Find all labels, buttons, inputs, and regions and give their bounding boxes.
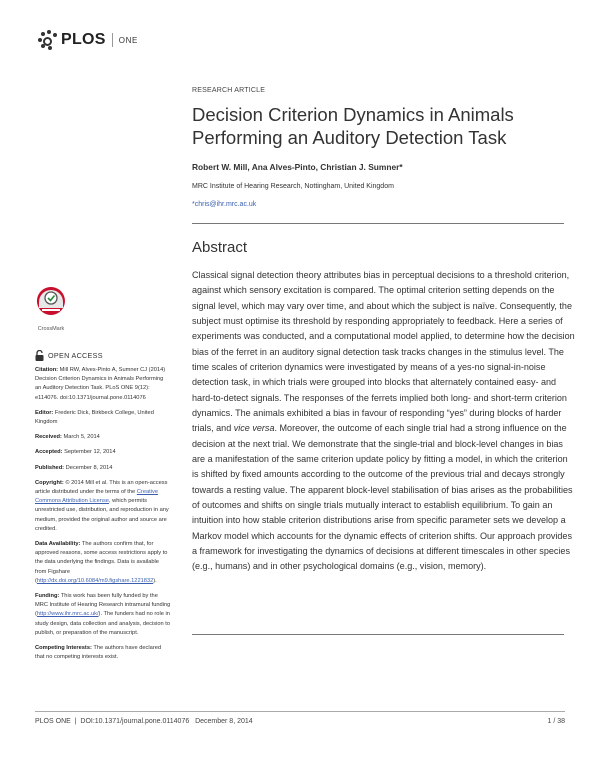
funding-label: Funding: [35, 593, 60, 600]
page-number: 1 / 38 [547, 718, 565, 725]
abstract-body [192, 268, 576, 575]
data-availability-end: ). [153, 577, 157, 584]
copyright-label: Copyright: [35, 479, 64, 486]
received-date: March 5, 2014 [63, 434, 100, 441]
published-block [35, 464, 171, 473]
article-type: RESEARCH ARTICLE [192, 87, 266, 94]
competing-interests-text: The authors have declared that no competing interests exist. [35, 645, 162, 661]
affiliation: MRC Institute of Hearing Research, Nottingham, United Kingdom [192, 183, 394, 190]
copyright-block [35, 479, 171, 534]
citation-text: Mill RW, Alves-Pinto A, Sumner CJ (2014) Decision Criterion Dynamics in Animals Performing an Auditory Detection Task. PLoS ONE 9(12): e114076. doi:10.1371/journal.pone.0114076 [35, 367, 166, 401]
published-label: Published: [35, 464, 65, 471]
accepted-block [35, 448, 171, 457]
abstract-heading: Abstract [192, 239, 248, 256]
citation-label: Citation: [35, 367, 59, 373]
journal-name: ONE [118, 35, 138, 45]
crossmark-icon [36, 286, 66, 320]
data-availability-block [35, 540, 171, 586]
editor-text: Frederic Dick, Birkbeck College, United Kingdom [35, 409, 154, 426]
competing-interests-block [35, 644, 171, 662]
copyright-text-end: , which permits unrestricted use, distribution, and reproduction in any medium, provided the original author and source are credited. [35, 498, 169, 532]
received-label: Received: [35, 434, 62, 441]
article-title: Decision Criterion Dynamics in Animals Performing an Auditory Detection Task [192, 104, 514, 148]
plos-brand: PLOS [61, 31, 106, 48]
open-access-badge [35, 350, 103, 361]
plos-logo [38, 30, 138, 50]
data-availability-text: The authors confirm that, for approved reasons, some access restrictions apply to the data underlying the findings. Data is available from Figshare ( [35, 541, 168, 584]
editor-label: Editor: [35, 409, 54, 416]
logo-divider [112, 33, 113, 47]
funding-link[interactable]: http://www.ihr.mrc.ac.uk/ [36, 611, 99, 618]
open-access-label: OPEN ACCESS [48, 351, 103, 360]
crossmark-badge[interactable] [35, 286, 67, 330]
crossmark-label: CrossMark [37, 326, 65, 332]
divider-bottom [192, 634, 564, 635]
accepted-date: September 12, 2014 [64, 449, 116, 456]
editor-block [35, 409, 171, 427]
footer-divider [35, 711, 565, 712]
abstract-italic: vice versa [233, 423, 275, 434]
accepted-label: Accepted: [35, 449, 63, 456]
license-link[interactable]: Creative Commons Attribution License [35, 489, 158, 505]
author-list: Robert W. Mill, Ana Alves-Pinto, Christian J. Sumner* [192, 162, 403, 172]
plos-dots-icon [38, 30, 58, 50]
citation-block [35, 366, 171, 403]
funding-text-end: ). The funders had no role in study design, data collection and analysis, decision to publish, or preparation of the manuscript. [35, 611, 171, 636]
abstract-text: Classical signal detection theory attributes bias in perceptual decisions to a threshold criterion, against which sensory excitation is compared. The optimal criterion setting depends on the signal level, which may vary over time, and about which the subject is naïve. Consequently, the subject must optimise its threshold by responding appropriately to feedback. Here a series of experiments was conducted, and a computational model applied, to determine how the decision bias of the ferret in an auditory signal detection task tracks changes in the stimulus level. The time scales of criterion dynamics were investigated by means of a yes-no signal-in-noise detection task, in which trials were grouped into blocks that alternately contained easy- and hard-to-detect signals. The responses of the ferrets implied both long- and short-term criterion dynamics. The animals exhibited a bias in favour of responding “yes” during blocks of harder trials, and [192, 270, 575, 434]
open-lock-icon [35, 350, 44, 361]
published-date: December 8, 2014 [65, 464, 113, 471]
funding-block [35, 592, 171, 638]
footer-citation: PLOS ONE | DOI:10.1371/journal.pone.0114076 December 8, 2014 [35, 718, 253, 725]
received-block [35, 433, 171, 442]
copyright-text: © 2014 Mill et al. This is an open-access article distributed under the terms of the [35, 479, 168, 496]
data-availability-label: Data Availability: [35, 541, 81, 548]
corresponding-email-link[interactable]: *chris@ihr.mrc.ac.uk [192, 201, 257, 208]
competing-interests-label: Competing Interests: [35, 645, 92, 652]
abstract-text-end: . Moreover, the outcome of each single trial had a strong influence on the decision at the next trial. We demonstrate that the single-trial and block-level changes in bias are a manifestation of the same criterion update policy by fitting a model, in which the criterion is shifted by fixed amounts according to the outcome of the previous trial and decays strongly towards a resting value. The apparent block-level stabilisation of bias arises as the probabilities of outcomes and shifts on single trials mutually interact to establish equilibrium. To gain an intuition into how stable criterion distributions arise from specific parameter sets we develop a Markov model which accounts for the dynamic effects of criterion shifts. Our approach provides a framework for investigating the dynamics of decisions at different timescales in other species (e.g., humans) and in other psychological domains (e.g., vision, memory). [192, 423, 573, 572]
divider-top [192, 223, 564, 224]
sidebar-metadata [35, 366, 171, 668]
funding-text: This work has been fully funded by the MRC Institute of Hearing Research intramural funding ( [35, 593, 171, 618]
figshare-link[interactable]: http://dx.doi.org/10.6084/m9.figshare.1221832 [36, 577, 154, 584]
